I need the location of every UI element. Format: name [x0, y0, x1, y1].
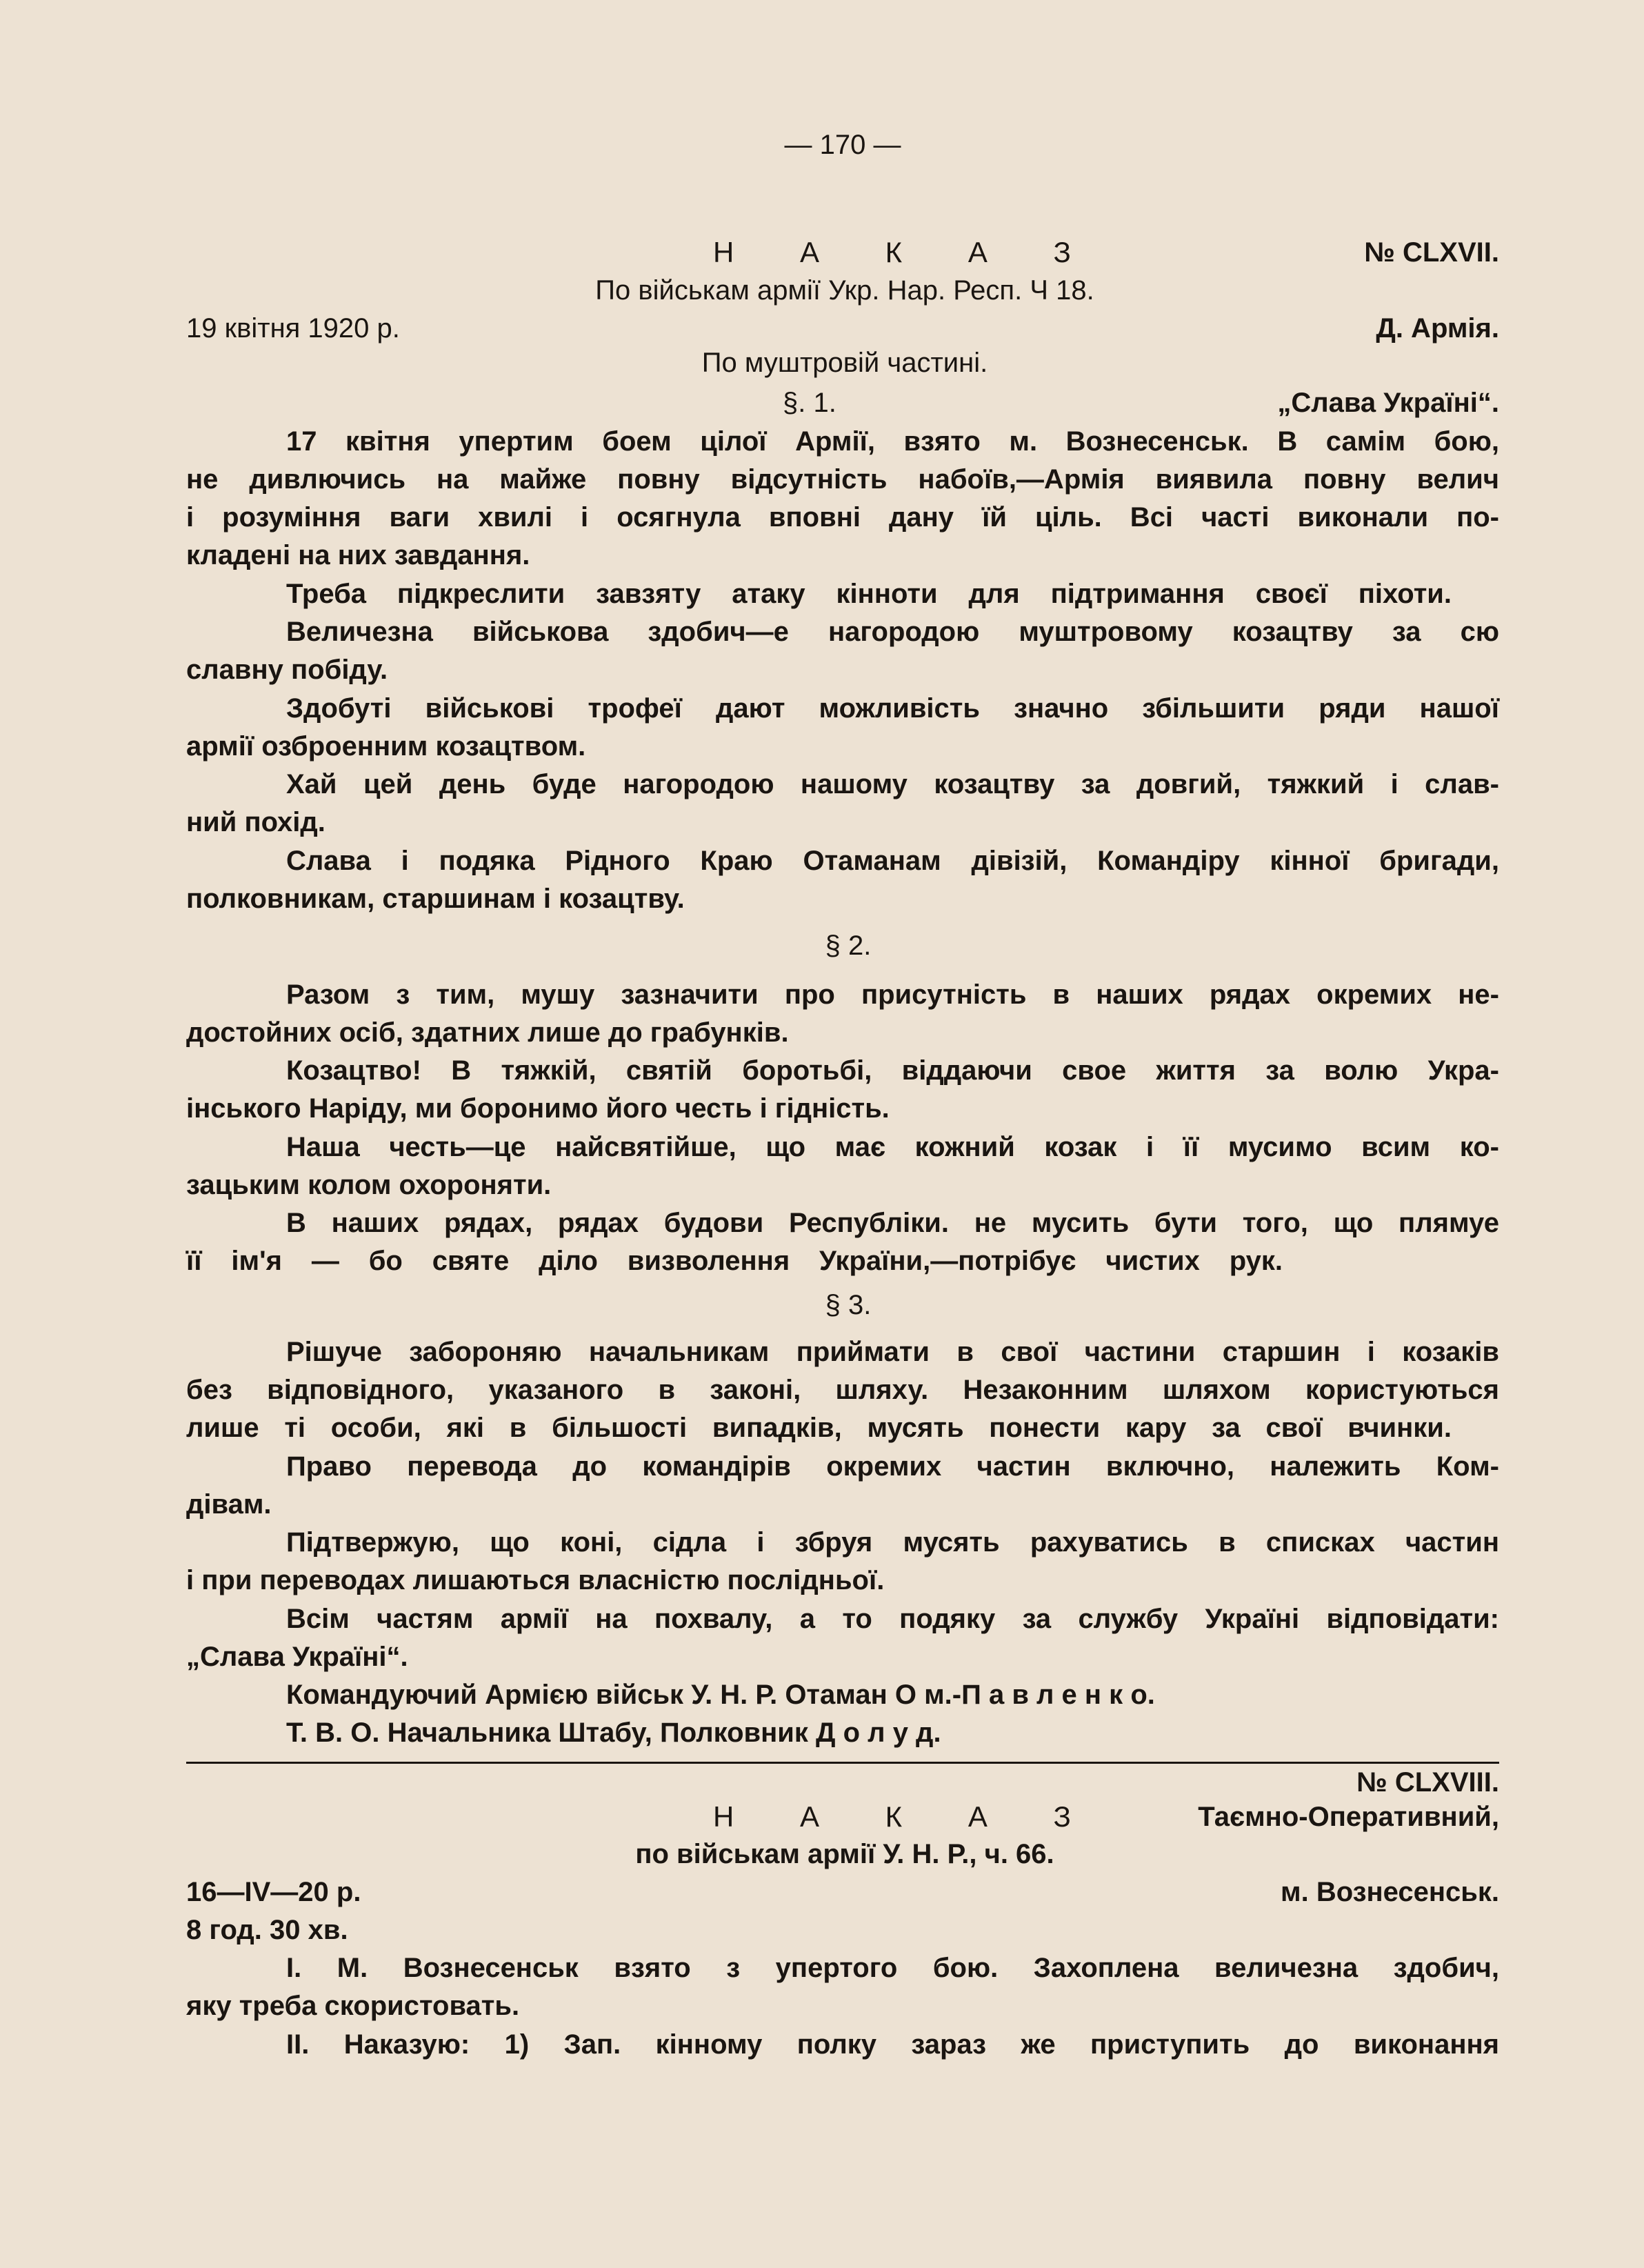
text-line: Хай цей день буде нагородою нашому козацтву за довгий, тяжкий і слав-: [286, 769, 1499, 799]
text-line: достойних осіб, здатних лише до грабунків.: [186, 1017, 789, 1048]
text-line: В наших рядах, рядах будови Республіки. не мусить бути того, що плямуе: [286, 1208, 1499, 1238]
text-line: без відповідного, указаного в законі, шляху. Незаконним шляхом користуються: [186, 1375, 1499, 1405]
order-time: 8 год. 30 хв.: [186, 1915, 348, 1945]
text-line: її ім'я — бо святе діло визволення України,—потрібує чистих рук.: [186, 1246, 1283, 1276]
text-line: полковникам, старшинам і козацтву.: [186, 884, 685, 914]
order-number: № CLXVII.: [1364, 237, 1499, 268]
order-type: Таємно-Оперативний,: [1198, 1802, 1499, 1832]
paragraph-2-mark: § 2.: [825, 931, 872, 961]
order-date: 16—IV—20 р.: [186, 1877, 361, 1907]
text-line: I. М. Вознесенськ взято з упертого бою. Захоплена величезна здобич,: [286, 1953, 1499, 1983]
text-line: Величезна військова здобич—е нагородою муштровому козацтву за сю: [286, 617, 1499, 647]
text-line: Підтвержую, що коні, сідла і збруя мусять рахуватись в списках частин: [286, 1527, 1499, 1558]
text-line: Козацтво! В тяжкій, святій боротьбі, віддаючи свое життя за волю Укра-: [286, 1055, 1499, 1086]
text-line: Рішуче забороняю начальникам приймати в свої частини старшин і козаків: [286, 1337, 1499, 1367]
text-line: „Слава Україні“.: [186, 1642, 408, 1672]
text-line: і розуміння ваги хвилі і осягнула вповні дану їй ціль. Всі часті виконали по-: [186, 502, 1499, 533]
order-place: Д. Армія.: [1376, 313, 1499, 344]
divider: [186, 1762, 1499, 1764]
page-number: — 170 —: [784, 130, 901, 160]
order-place: м. Вознесенськ.: [1281, 1877, 1499, 1907]
text-line: інського Наріду, ми боронимо його честь і гідність.: [186, 1093, 890, 1124]
text-line: Здобуті військові трофеї дают можливість значно збільшити ряди нашої: [286, 693, 1499, 724]
text-line: і при переводах лишаються власністю послідньої.: [186, 1565, 885, 1595]
text-line: Наша честь—це найсвятійше, що має кожний козак і її мусимо всим ко-: [286, 1132, 1499, 1162]
signature-commander: Командуючий Армією військ У. Н. Р. Отаман О м.-П а в л е н к о.: [286, 1680, 1155, 1710]
order-title: Н А К А З: [713, 1800, 1100, 1833]
order-date: 19 квітня 1920 р.: [186, 313, 400, 344]
order-subtitle: по військам армії У. Н. Р., ч. 66.: [635, 1839, 1054, 1869]
order-number: № CLXVIII.: [1356, 1767, 1499, 1798]
order-section: По муштровій частині.: [701, 348, 988, 378]
slogan: „Слава Україні“.: [1277, 388, 1499, 418]
text-line: кладені на них завдання.: [186, 540, 530, 570]
paragraph-1-mark: §. 1.: [783, 388, 836, 418]
text-line: Треба підкреслити завзяту атаку кінноти для підтримання своєї піхоти.: [286, 579, 1452, 609]
text-line: славну побіду.: [186, 655, 388, 685]
text-line: 17 квітня упертим боем цілої Армії, взято м. Вознесенськ. В самім бою,: [286, 426, 1499, 457]
text-line: Всім частям армії на похвалу, а то подяку за службу Україні відповідати:: [286, 1604, 1499, 1634]
text-line: ний похід.: [186, 807, 325, 837]
text-line: Разом з тим, мушу зазначити про присутність в наших рядах окремих не-: [286, 979, 1499, 1010]
text-line: яку треба скористовать.: [186, 1991, 520, 2021]
text-line: не дивлючись на майже повну відсутність набоїв,—Армія виявила повну велич: [186, 464, 1499, 495]
text-line: Право перевода до командірів окремих частин включно, належить Ком-: [286, 1451, 1499, 1482]
order-title: Н А К А З: [713, 236, 1100, 268]
order-subtitle: По військам армії Укр. Нар. Респ. Ч 18.: [595, 275, 1094, 306]
text-line: лише ті особи, які в більшості випадків, мусять понести кару за свої вчинки.: [186, 1413, 1452, 1443]
paragraph-3-mark: § 3.: [825, 1290, 872, 1320]
text-line: армії озброенним козацтвом.: [186, 731, 586, 762]
text-line: дівам.: [186, 1489, 272, 1520]
signature-chief-of-staff: Т. В. О. Начальника Штабу, Полковник Д о л у д.: [286, 1718, 941, 1748]
text-line: II. Наказую: 1) Зап. кінному полку зараз же приступить до виконання: [286, 2029, 1499, 2060]
text-line: Слава і подяка Рідного Краю Отаманам дівізій, Командіру кінної бригади,: [286, 846, 1499, 876]
text-line: зацьким колом охороняти.: [186, 1170, 552, 1200]
